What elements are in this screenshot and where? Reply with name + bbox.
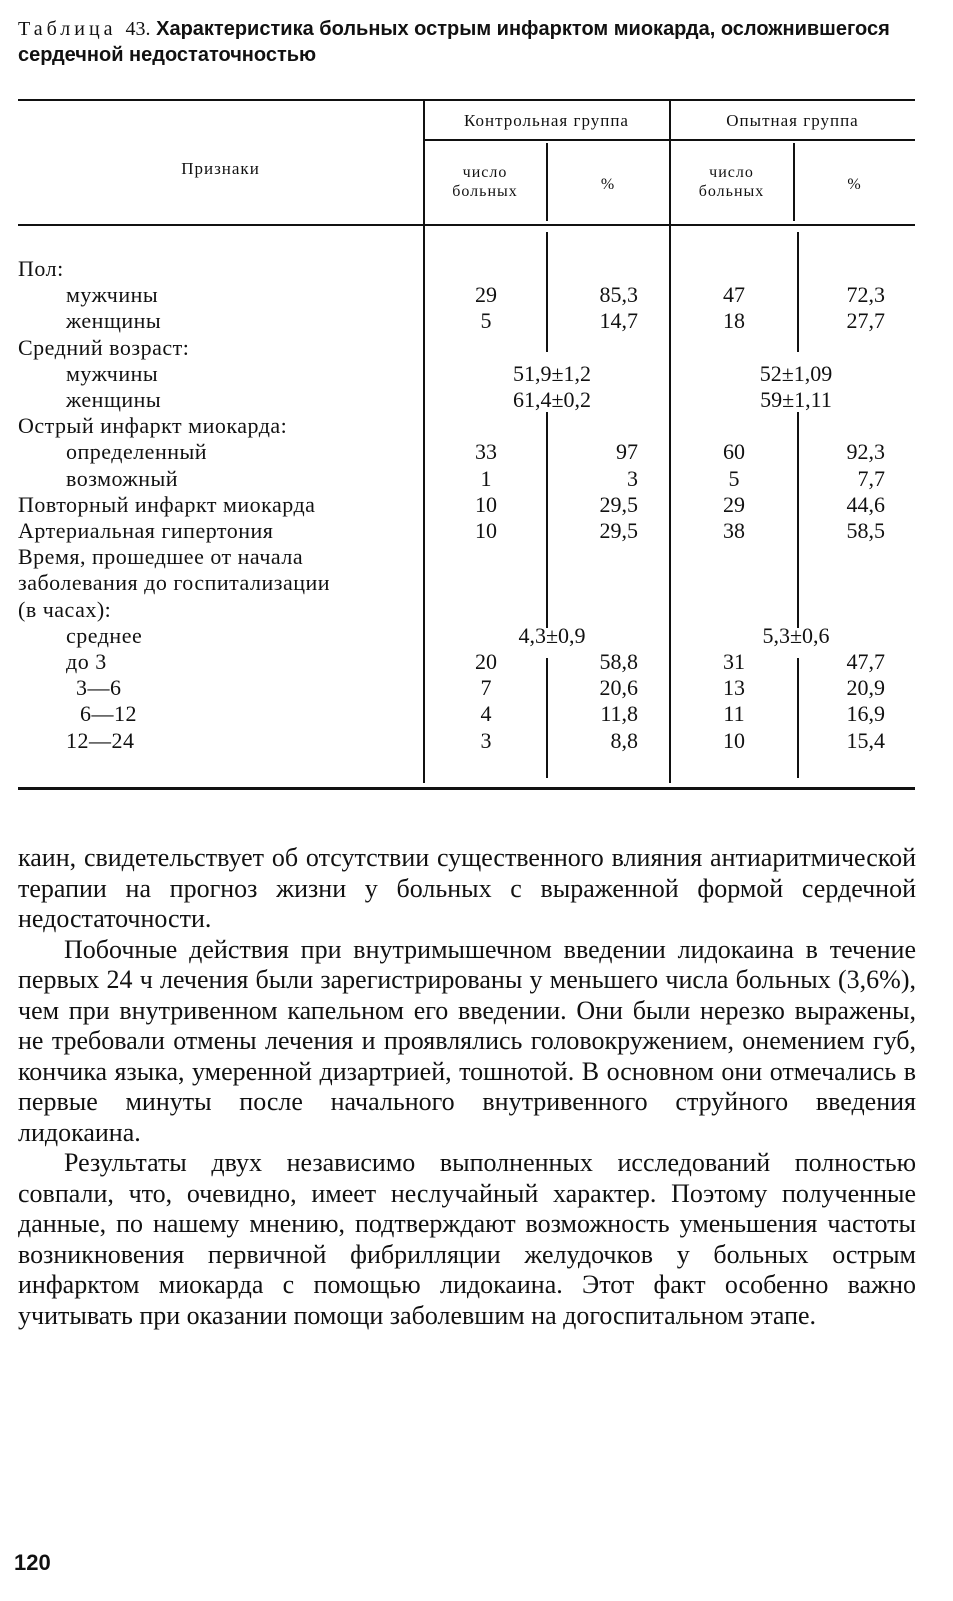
experimental-mean-cell: 59±1,11 <box>760 387 832 412</box>
control-count-cell: 20 <box>475 649 497 674</box>
experimental-percent-cell: 58,5 <box>846 518 885 543</box>
control-percent-cell: 20,6 <box>599 675 638 701</box>
header-count-line1: число <box>462 164 508 181</box>
row-label: мужчины <box>66 360 159 386</box>
experimental-count-cell: 18 <box>723 308 745 334</box>
experimental-percent-cell: 44,6 <box>846 491 885 517</box>
caption-title: Характеристика больных острым инфарктом миокарда, осложнившегося сердечной недостаточностью <box>18 18 890 66</box>
row-label: (в часах): <box>18 596 112 622</box>
table-bottom-rule <box>18 787 915 790</box>
table-row <box>0 623 953 649</box>
table-row <box>0 544 953 570</box>
header-bottom-rule <box>18 224 915 226</box>
control-count-cell: 7 <box>480 675 492 701</box>
control-count-cell: 29 <box>475 282 497 308</box>
experimental-percent-cell: 92,3 <box>846 439 885 465</box>
control-mean-cell: 61,4±0,2 <box>512 387 592 412</box>
experimental-percent-cell: 47,7 <box>846 649 885 674</box>
row-label: Средний возраст: <box>18 334 190 360</box>
control-percent-cell: 3 <box>627 465 638 491</box>
row-label: определенный <box>66 439 208 465</box>
control-count-cell: 3 <box>480 727 492 753</box>
table-row <box>0 728 953 754</box>
control-percent-cell: 8,8 <box>610 727 638 753</box>
experimental-mean-cell: 5,3±0,6 <box>762 622 830 648</box>
row-label: мужчины <box>66 282 159 308</box>
header-count-line2: больных <box>698 183 765 200</box>
table-top-rule <box>18 99 915 101</box>
experimental-count-cell: 5 <box>728 465 740 491</box>
row-label: 3—6 <box>76 675 122 701</box>
table-row <box>0 701 953 727</box>
header-control-percent: % <box>600 176 616 193</box>
experimental-count-cell: 60 <box>723 439 745 465</box>
row-label: 6—12 <box>80 701 137 727</box>
control-percent-cell: 58,8 <box>599 649 638 674</box>
table-caption <box>18 16 918 68</box>
table-row <box>0 308 953 334</box>
header-control-group: Контрольная группа <box>464 111 629 130</box>
control-percent-cell: 97 <box>616 439 638 465</box>
table-row <box>0 597 953 623</box>
body-text <box>18 843 916 1331</box>
row-label: среднее <box>66 622 143 648</box>
row-label: Время, прошедшее от начала <box>18 544 304 570</box>
control-count-cell: 4 <box>480 701 492 727</box>
control-percent-cell: 11,8 <box>600 701 638 727</box>
experimental-count-cell: 38 <box>723 518 745 543</box>
table-row <box>0 466 953 492</box>
table-row <box>0 675 953 701</box>
header-experimental-count <box>670 163 793 201</box>
experimental-count-cell: 31 <box>723 649 745 674</box>
paragraph-results: Результаты двух независимо выполненных исследований полностью совпали, что, очевидно, имеет неслучайный характер. Поэтому полученные данные, по нашему мнению, подтверждают возможность уменьшения частоты возникновения первичной фибрилляции желудочков у больных острым инфарктом миокарда с помощью лидокаина. Этот факт особенно важно учитывать при оказании помощи заболевшим на догоспитальном этапе. <box>18 1148 916 1330</box>
page-number: 120 <box>14 1550 51 1575</box>
table-row <box>0 439 953 465</box>
control-mean-cell: 51,9±1,2 <box>512 360 592 386</box>
row-label: 12—24 <box>66 727 135 753</box>
table-row <box>0 361 953 387</box>
control-percent-cell: 29,5 <box>599 518 638 543</box>
control-percent-cell: 14,7 <box>599 308 638 334</box>
control-count-cell: 10 <box>475 491 497 517</box>
control-count-cell: 33 <box>475 439 497 465</box>
header-experimental-group: Опытная группа <box>726 111 859 130</box>
row-label: женщины <box>66 308 162 334</box>
header-count-line2: больных <box>452 183 518 200</box>
experimental-percent-cell: 20,9 <box>846 675 885 701</box>
paragraph-continuation: каин, свидетельствует об отсутствии существенного влияния антиаритмической терапии на прогноз жизни у больных с выраженной формой сердечной недостаточности. <box>18 843 916 933</box>
table-row <box>0 492 953 518</box>
row-label: до 3 <box>66 649 107 674</box>
table-row <box>0 282 953 308</box>
header-features: Признаки <box>181 159 260 178</box>
experimental-mean-cell: 52±1,09 <box>759 360 833 386</box>
row-label: заболевания до госпитализации <box>18 570 331 596</box>
table-row <box>0 413 953 439</box>
control-count-cell: 10 <box>475 518 497 543</box>
experimental-percent-cell: 16,9 <box>846 701 885 727</box>
control-count-cell: 1 <box>480 465 492 491</box>
header-experimental-percent: % <box>847 176 862 193</box>
table-row <box>0 649 953 675</box>
table-row <box>0 335 953 361</box>
control-percent-cell: 29,5 <box>599 491 638 517</box>
experimental-percent-cell: 27,7 <box>846 308 885 334</box>
header-count-line1: число <box>709 164 754 181</box>
table-row <box>0 518 953 544</box>
experimental-count-cell: 13 <box>723 675 745 701</box>
table-row <box>0 570 953 596</box>
paragraph-side-effects: Побочные действия при внутримышечном введении лидокаина в течение первых 24 ч лечения были зарегистрированы у меньшего числа больных (3,6%), чем при внутривенном капельном его введении. Они были нерезко выражены, не требовали отмены лечения и проявлялись головокружением, онемением губ, кончика языка, умеренной дизартрией, тошнотой. В основном они отмечались в первые минуты после начального внутривенного струйного введения лидокаина. <box>18 934 916 1147</box>
experimental-count-cell: 11 <box>723 701 745 727</box>
table-row <box>0 387 953 413</box>
experimental-count-cell: 47 <box>723 282 745 308</box>
table-row <box>0 256 953 282</box>
row-label: женщины <box>66 387 162 412</box>
row-label: Острый инфаркт миокарда: <box>18 413 288 439</box>
control-count-cell: 5 <box>480 308 492 334</box>
row-label: возможный <box>66 465 179 491</box>
experimental-percent-cell: 72,3 <box>846 282 885 308</box>
control-mean-cell: 4,3±0,9 <box>518 622 586 648</box>
row-label: Артериальная гипертония <box>18 518 274 543</box>
header-control-count <box>424 163 546 201</box>
experimental-count-cell: 29 <box>723 491 745 517</box>
experimental-percent-cell: 7,7 <box>857 465 885 491</box>
row-label: Повторный инфаркт миокарда <box>18 491 316 517</box>
caption-lead: Таблица 43. <box>18 18 151 40</box>
control-percent-cell: 85,3 <box>599 282 638 308</box>
experimental-percent-cell: 15,4 <box>846 727 885 753</box>
experimental-count-cell: 10 <box>723 727 745 753</box>
row-label: Пол: <box>18 256 64 281</box>
